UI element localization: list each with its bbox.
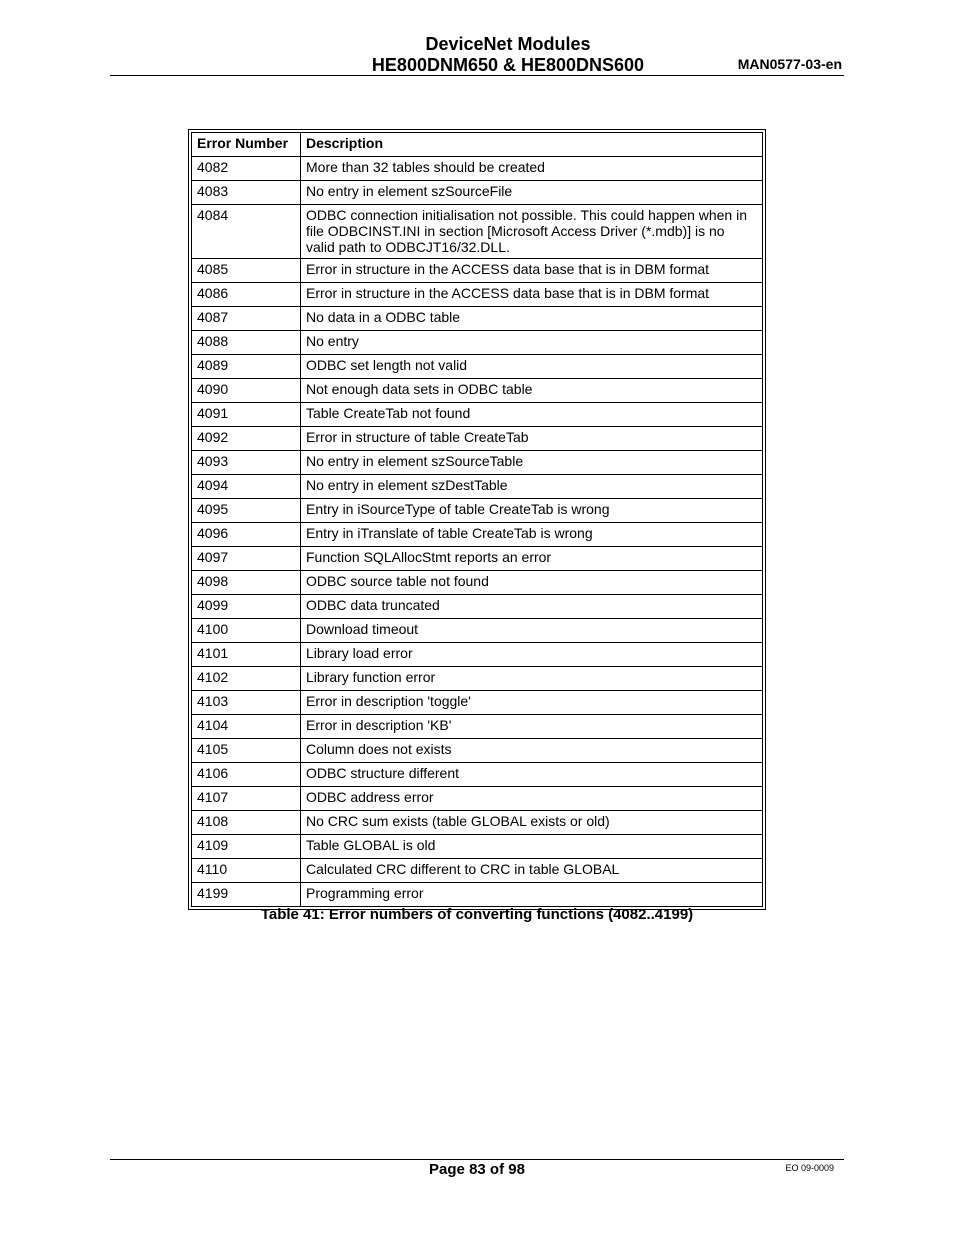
description-cell: Programming error <box>301 883 763 907</box>
table-row <box>192 499 763 523</box>
table-row <box>192 763 763 787</box>
description-cell: ODBC set length not valid <box>301 355 763 379</box>
description-cell: Not enough data sets in ODBC table <box>301 379 763 403</box>
description-cell: Library function error <box>301 667 763 691</box>
header-error-number: Error Number <box>192 133 301 157</box>
table-row <box>192 355 763 379</box>
table-row <box>192 595 763 619</box>
error-number-cell: 4090 <box>192 379 301 403</box>
table-row <box>192 691 763 715</box>
table-row <box>192 643 763 667</box>
table-caption: Table 41: Error numbers of converting functions (4082..4199) <box>260 906 694 923</box>
table-row <box>192 475 763 499</box>
error-number-cell: 4086 <box>192 283 301 307</box>
description-cell: ODBC data truncated <box>301 595 763 619</box>
error-number-cell: 4103 <box>192 691 301 715</box>
error-number-cell: 4087 <box>192 307 301 331</box>
description-cell: More than 32 tables should be created <box>301 157 763 181</box>
table-row <box>192 181 763 205</box>
error-number-cell: 4092 <box>192 427 301 451</box>
error-table <box>191 132 763 907</box>
header-description: Description <box>301 133 763 157</box>
page-number: Page 83 of 98 <box>429 1161 525 1178</box>
description-cell: Entry in iSourceType of table CreateTab is wrong <box>301 499 763 523</box>
error-number-cell: 4101 <box>192 643 301 667</box>
error-number-cell: 4106 <box>192 763 301 787</box>
table-row <box>192 811 763 835</box>
table-body <box>192 157 763 907</box>
description-cell: Error in structure in the ACCESS data base that is in DBM format <box>301 259 763 283</box>
description-cell: Calculated CRC different to CRC in table GLOBAL <box>301 859 763 883</box>
error-table-frame <box>188 129 766 910</box>
table-row <box>192 379 763 403</box>
table-row <box>192 619 763 643</box>
table-row <box>192 205 763 259</box>
error-number-cell: 4091 <box>192 403 301 427</box>
description-cell: Table CreateTab not found <box>301 403 763 427</box>
table-row <box>192 331 763 355</box>
description-cell: Error in structure in the ACCESS data base that is in DBM format <box>301 283 763 307</box>
error-number-cell: 4085 <box>192 259 301 283</box>
table-row <box>192 571 763 595</box>
title-line-1: DeviceNet Modules <box>425 34 591 54</box>
error-number-cell: 4083 <box>192 181 301 205</box>
description-cell: ODBC address error <box>301 787 763 811</box>
description-cell: Column does not exists <box>301 739 763 763</box>
description-cell: No entry in element szSourceTable <box>301 451 763 475</box>
table-row <box>192 787 763 811</box>
description-cell: No CRC sum exists (table GLOBAL exists or old) <box>301 811 763 835</box>
description-cell: Error in description 'toggle' <box>301 691 763 715</box>
header-divider <box>110 75 844 76</box>
table-row <box>192 547 763 571</box>
error-number-cell: 4095 <box>192 499 301 523</box>
table-row <box>192 715 763 739</box>
error-number-cell: 4084 <box>192 205 301 259</box>
title-line-2: HE800DNM650 & HE800DNS600 <box>371 55 645 75</box>
error-number-cell: 4105 <box>192 739 301 763</box>
error-number-cell: 4089 <box>192 355 301 379</box>
error-number-cell: 4107 <box>192 787 301 811</box>
error-number-cell: 4082 <box>192 157 301 181</box>
description-cell: Table GLOBAL is old <box>301 835 763 859</box>
error-number-cell: 4096 <box>192 523 301 547</box>
error-number-cell: 4099 <box>192 595 301 619</box>
error-number-cell: 4100 <box>192 619 301 643</box>
description-cell: Download timeout <box>301 619 763 643</box>
error-number-cell: 4097 <box>192 547 301 571</box>
error-number-cell: 4108 <box>192 811 301 835</box>
table-row <box>192 739 763 763</box>
error-number-cell: 4088 <box>192 331 301 355</box>
error-number-cell: 4094 <box>192 475 301 499</box>
table-row <box>192 307 763 331</box>
error-number-cell: 4110 <box>192 859 301 883</box>
error-number-cell: 4098 <box>192 571 301 595</box>
description-cell: No entry in element szSourceFile <box>301 181 763 205</box>
description-cell: ODBC source table not found <box>301 571 763 595</box>
table-row <box>192 157 763 181</box>
table-header-row <box>192 133 763 157</box>
description-cell: Error in structure of table CreateTab <box>301 427 763 451</box>
table-row <box>192 283 763 307</box>
error-number-cell: 4104 <box>192 715 301 739</box>
description-cell: ODBC connection initialisation not possible. This could happen when in file ODBCINST.INI in section [Microsoft Access Driver (*.mdb)] is no valid path to ODBCJT16/32.DLL. <box>301 205 763 259</box>
table-row <box>192 523 763 547</box>
table-row <box>192 259 763 283</box>
error-number-cell: 4102 <box>192 667 301 691</box>
table-row <box>192 859 763 883</box>
error-number-cell: 4093 <box>192 451 301 475</box>
description-cell: Function SQLAllocStmt reports an error <box>301 547 763 571</box>
error-number-cell: 4109 <box>192 835 301 859</box>
description-cell: No entry <box>301 331 763 355</box>
table-row <box>192 835 763 859</box>
table-row <box>192 883 763 907</box>
footer-divider <box>110 1159 844 1160</box>
table-row <box>192 451 763 475</box>
description-cell: ODBC structure different <box>301 763 763 787</box>
description-cell: Entry in iTranslate of table CreateTab is wrong <box>301 523 763 547</box>
description-cell: Error in description 'KB' <box>301 715 763 739</box>
description-cell: Library load error <box>301 643 763 667</box>
error-number-cell: 4199 <box>192 883 301 907</box>
eo-number: EO 09-0009 <box>785 1163 834 1173</box>
table-row <box>192 427 763 451</box>
document-number: MAN0577-03-en <box>737 56 842 72</box>
description-cell: No data in a ODBC table <box>301 307 763 331</box>
document-title <box>300 34 716 76</box>
description-cell: No entry in element szDestTable <box>301 475 763 499</box>
table-row <box>192 667 763 691</box>
table-row <box>192 403 763 427</box>
